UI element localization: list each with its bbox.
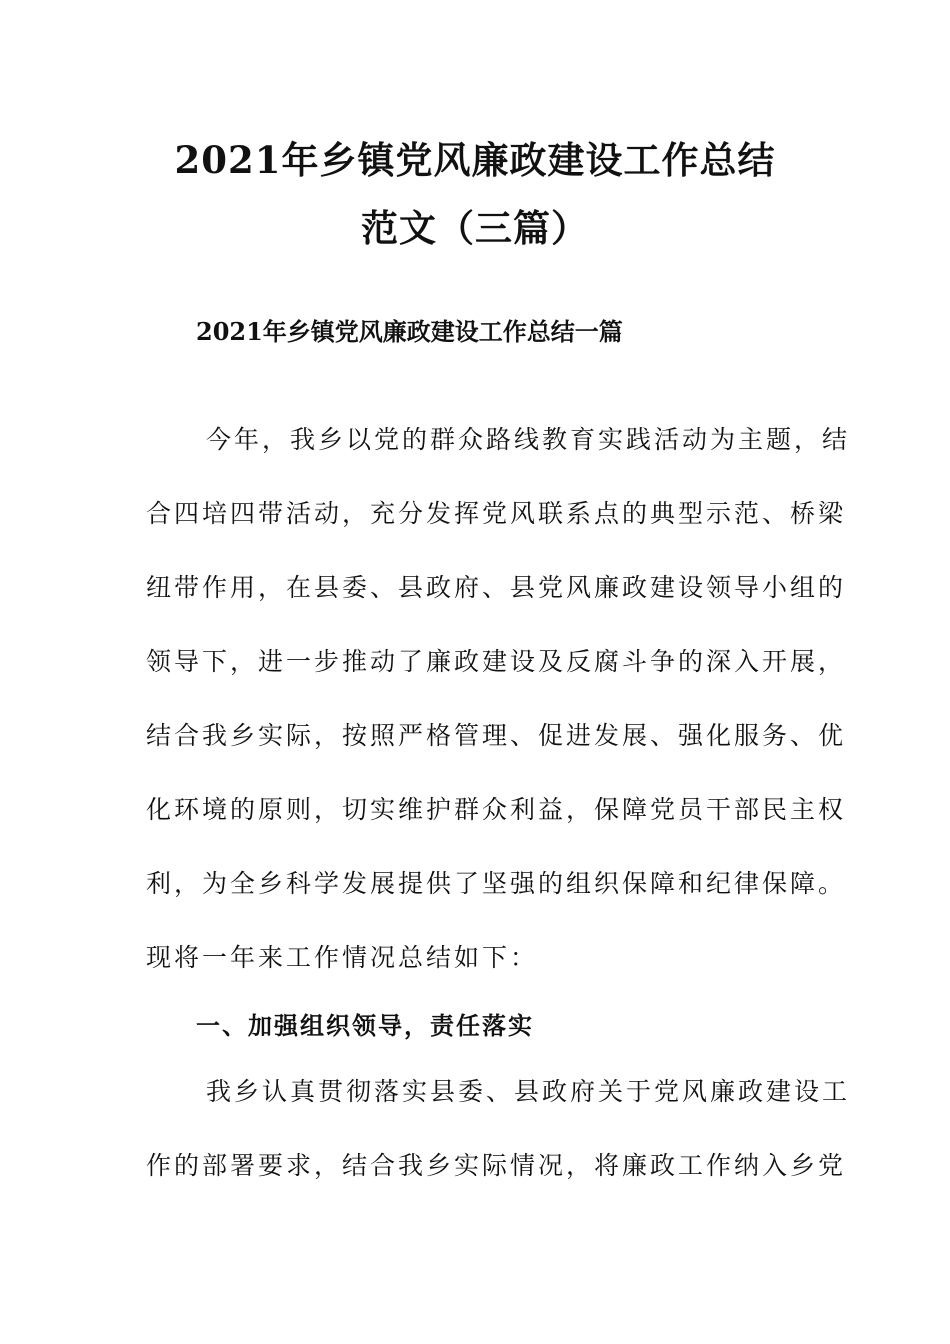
paragraph-1-line-2: 合四培四带活动，充分发挥党风联系点的典型示范、桥梁 [146,499,847,528]
paragraph-1-line-6: 化环境的原则，切实维护群众利益，保障党员干部民主权 [146,795,847,824]
paragraph-1-line-8: 现将一年来工作情况总结如下： [146,943,539,972]
document-title-line-1: 2021年乡镇党风廉政建设工作总结 [174,138,776,182]
section-1-heading: 一、加强组织领导，责任落实 [196,1011,534,1040]
paragraph-2-line-1: 我乡认真贯彻落实县委、县政府关于党风廉政建设工 [206,1077,851,1106]
paragraph-1-line-4: 领导下，进一步推动了廉政建设及反腐斗争的深入开展， [146,647,847,676]
paragraph-1-line-1: 今年，我乡以党的群众路线教育实践活动为主题，结 [206,425,851,454]
paragraph-1-line-5: 结合我乡实际，按照严格管理、促进发展、强化服务、优 [146,721,847,750]
paragraph-2-line-2: 作的部署要求，结合我乡实际情况，将廉政工作纳入乡党 [146,1151,847,1180]
paragraph-1-line-3: 纽带作用，在县委、县政府、县党风廉政建设领导小组的 [146,573,847,602]
paragraph-1-line-7: 利，为全乡科学发展提供了坚强的组织保障和纪律保障。 [146,869,847,898]
document-title-line-2: 范文（三篇） [361,206,589,250]
section-subtitle: 2021年乡镇党风廉政建设工作总结一篇 [196,317,623,346]
